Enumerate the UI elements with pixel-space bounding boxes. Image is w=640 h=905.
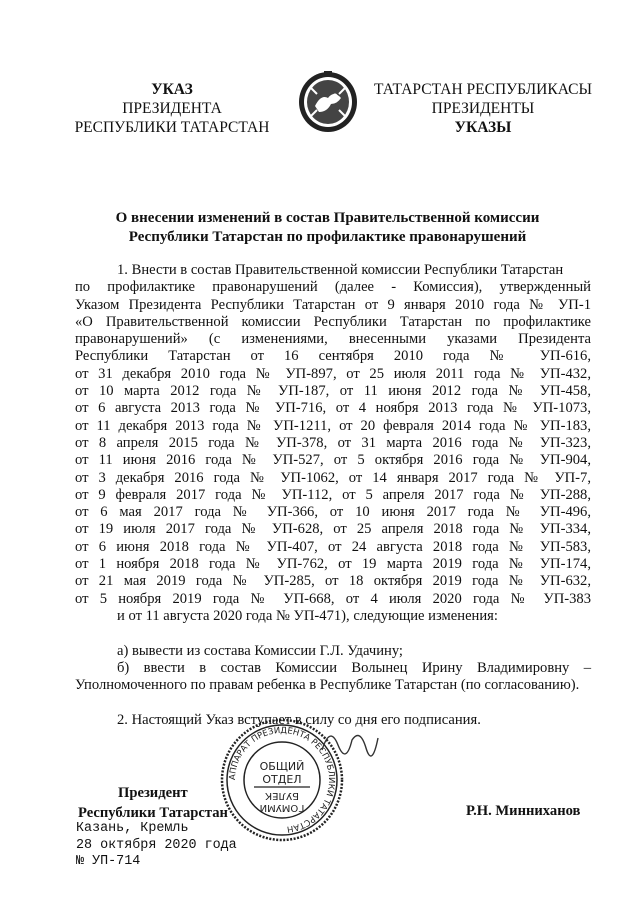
header-right-line-1: ТАТАРСТАН РЕСПУБЛИКАСЫ xyxy=(374,81,592,98)
paragraph-1-line: 1. Внести в состав Правительственной комиссии Республики Татарстан xyxy=(117,262,564,278)
coat-of-arms-icon xyxy=(297,68,359,134)
sub-item-b-line: б) ввести в состав Комиссии Волынец Ирину Владимировну – xyxy=(117,660,591,676)
place-line: Казань, Кремль xyxy=(76,821,189,836)
paragraph-1-line: от 6 августа 2013 года № УП-716, от 4 ноября 2013 года № УП-1073, xyxy=(75,400,591,417)
paragraph-1-line: от 10 марта 2012 года № УП-187, от 11 июня 2012 года № УП-458, xyxy=(75,383,591,400)
signature-block-left xyxy=(78,783,228,823)
stamp-line-3: БУЛЕК xyxy=(265,790,299,801)
title-line-2: Республики Татарстан по профилактике правонарушений xyxy=(128,229,527,245)
paragraph-1 xyxy=(75,262,591,625)
handwritten-signature xyxy=(320,720,380,760)
decree-number-line: № УП-714 xyxy=(76,854,141,869)
signature-title-line-2: Республики Татарстан xyxy=(78,805,228,821)
header-right xyxy=(358,80,608,137)
paragraph-1-line: и от 11 августа 2020 года № УП-471), следующие изменения: xyxy=(117,607,498,624)
signatory-name: Р.Н. Минниханов xyxy=(466,803,581,819)
paragraph-1-line: правонарушений» (с изменениями, внесенными указами Президента xyxy=(75,331,591,348)
stamp-line-1: ОБЩИЙ xyxy=(259,760,305,773)
stamp-line-4: ГОМУМИ xyxy=(259,802,305,813)
paragraph-1-line: от 19 июля 2017 года № УП-628, от 25 апреля 2018 года № УП-334, xyxy=(75,521,591,538)
header-left xyxy=(72,80,272,137)
sub-item-a: а) вывести из состава Комиссии Г.Л. Удачину; xyxy=(117,643,403,659)
paragraph-1-line: от 8 апреля 2015 года № УП-378, от 31 марта 2016 года № УП-323, xyxy=(75,434,591,451)
paragraph-1-line: от 11 июня 2016 года № УП-527, от 5 октября 2016 года № УП-904, xyxy=(75,452,591,469)
paragraph-1-line: по профилактике правонарушений (далее - Комиссия), утвержденный xyxy=(75,279,591,296)
signature-title-line-1: Президент xyxy=(118,785,188,801)
paragraph-2: 2. Настоящий Указ вступает в силу со дня его подписания. xyxy=(117,712,481,728)
place-date-number xyxy=(76,821,237,871)
paragraph-1-line: от 5 ноября 2019 года № УП-668, от 4 июля 2020 года № УП-383 xyxy=(75,590,591,607)
paragraph-1-line: от 3 декабря 2016 года № УП-1062, от 14 января 2017 года № УП-7, xyxy=(75,469,591,486)
stamp-ring-text: АППАРАТ ПРЕЗИДЕНТА РЕСПУБЛИКИ ТАТАРСТАН xyxy=(227,725,337,834)
paragraph-1-line: от 6 мая 2017 года № УП-366, от 10 июня 2017 года № УП-496, xyxy=(75,504,591,521)
document-title xyxy=(60,209,595,247)
paragraph-1-line: от 31 декабря 2010 года № УП-897, от 25 июля 2011 года № УП-432, xyxy=(75,365,591,382)
header-left-line-1: УКАЗ xyxy=(151,81,193,98)
sub-item-b xyxy=(75,660,591,695)
paragraph-1-line: от 6 июня 2018 года № УП-407, от 24 августа 2018 года № УП-583, xyxy=(75,538,591,555)
paragraph-1-line: Указом Президента Республики Татарстан от 9 января 2010 года № УП-1 xyxy=(75,296,591,313)
header-right-line-3: УКАЗЫ xyxy=(454,119,512,136)
header-left-line-2: ПРЕЗИДЕНТА xyxy=(122,100,222,117)
header-left-line-3: РЕСПУБЛИКИ ТАТАРСТАН xyxy=(74,119,270,136)
paragraph-1-line: от 21 мая 2019 года № УП-285, от 18 октября 2019 года № УП-632, xyxy=(75,573,591,590)
paragraph-1-line: «О Правительственной комиссии Республики Татарстан по профилактике xyxy=(75,313,591,330)
paragraph-1-line: Республики Татарстан от 16 сентября 2010 года № УП-616, xyxy=(75,348,591,365)
stamp-line-2: ОТДЕЛ xyxy=(262,773,302,786)
paragraph-1-line: от 1 ноября 2018 года № УП-762, от 19 марта 2019 года № УП-174, xyxy=(75,556,591,573)
sub-item-b-line: Уполномоченного по правам ребенка в Республике Татарстан (по согласованию). xyxy=(75,677,580,694)
title-line-1: О внесении изменений в состав Правительственной комиссии xyxy=(115,210,540,226)
header-right-line-2: ПРЕЗИДЕНТЫ xyxy=(431,100,535,117)
paragraph-1-line: от 9 февраля 2017 года № УП-112, от 5 апреля 2017 года № УП-288, xyxy=(75,486,591,503)
date-line: 28 октября 2020 года xyxy=(76,837,237,853)
paragraph-1-line: от 11 декабря 2013 года № УП-1211, от 20 февраля 2014 года № УП-183, xyxy=(75,417,591,434)
